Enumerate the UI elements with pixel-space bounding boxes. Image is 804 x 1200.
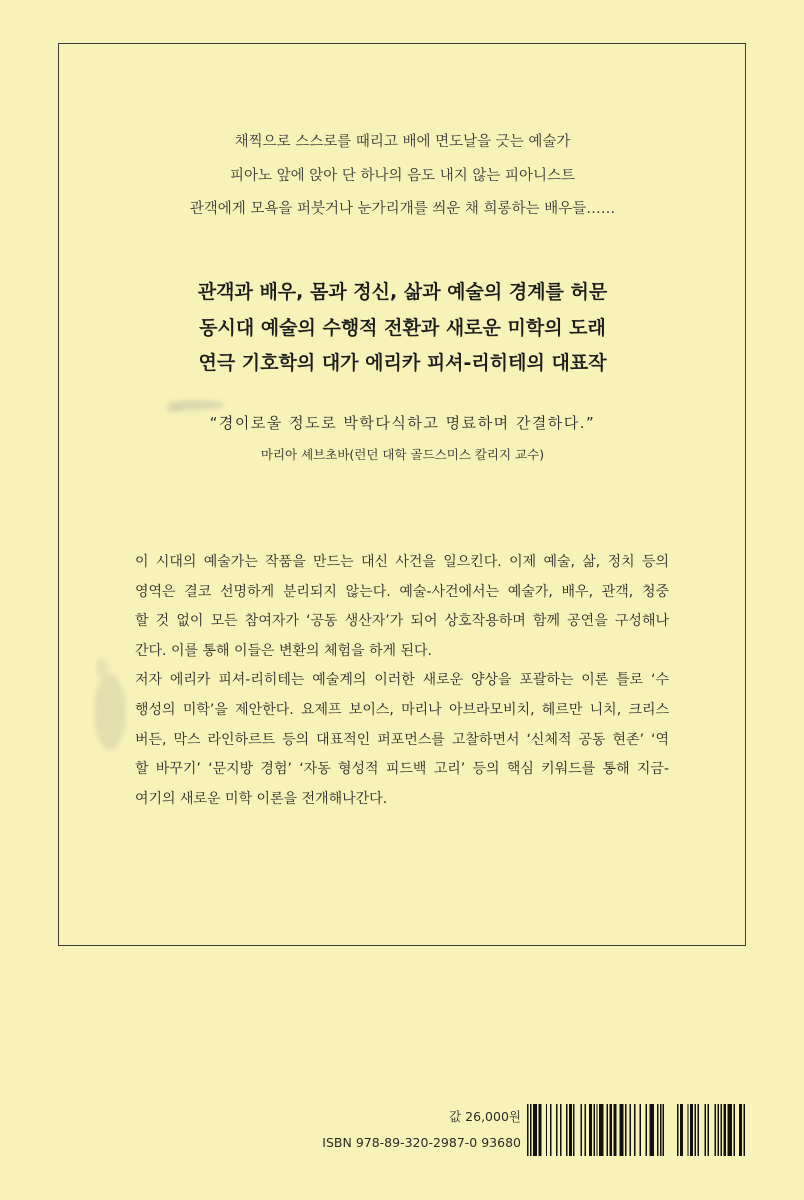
- barcode-bar: [705, 1104, 706, 1156]
- isbn-barcode: [527, 1104, 745, 1156]
- description-line: 이 시대의 예술가는 작품을 만드는 대신 사건을 일으킨다. 이제 예술, 삶, 정치 등의: [135, 554, 669, 570]
- barcode-bar: [697, 1104, 698, 1156]
- barcode-bar: [566, 1104, 567, 1156]
- barcode-bar: [645, 1104, 646, 1156]
- intro-line: 채찍으로 스스로를 때리고 배에 면도날을 긋는 예술가: [234, 134, 571, 150]
- headline-line: 연극 기호학의 대가 에리카 피셔-리히테의 대표작: [198, 352, 607, 374]
- barcode-bar: [728, 1104, 732, 1156]
- barcode-bar: [715, 1104, 716, 1156]
- barcode-bar: [634, 1104, 635, 1156]
- barcode-bar: [619, 1104, 623, 1156]
- barcode-bar: [527, 1104, 528, 1156]
- barcode-bar: [596, 1104, 597, 1156]
- barcode-bar: [556, 1104, 557, 1156]
- barcode-bar: [625, 1104, 626, 1156]
- price-label: 값 26,000원: [449, 1109, 521, 1124]
- barcode-bar: [663, 1104, 664, 1156]
- barcode-bar: [606, 1104, 607, 1156]
- barcode-bar: [677, 1104, 678, 1156]
- barcode-bar: [707, 1104, 708, 1156]
- barcode-bar: [660, 1104, 661, 1156]
- barcode-bar: [733, 1104, 734, 1156]
- barcode-bar: [609, 1104, 612, 1156]
- headline-line: 동시대 예술의 수행적 전환과 새로운 미학의 도래: [199, 316, 606, 339]
- intro-lines: [58, 126, 747, 227]
- description-line: 여기의 새로운 미학 이론을 전개해나간다.: [135, 790, 388, 807]
- quote-text: “경이로울 정도로 박학다식하고 명료하며 간결하다.”: [209, 414, 596, 432]
- barcode-bar: [630, 1104, 631, 1156]
- barcode-bar: [599, 1104, 603, 1156]
- barcode-bar: [585, 1104, 586, 1156]
- barcode-bar: [690, 1104, 693, 1156]
- barcode-bar: [614, 1104, 617, 1156]
- barcode-bar: [723, 1104, 726, 1156]
- quote-attribution: [58, 446, 747, 464]
- barcode-bar: [530, 1104, 531, 1156]
- barcode-bar: [720, 1104, 721, 1156]
- barcode-bar: [657, 1104, 658, 1156]
- barcode-bar: [580, 1104, 581, 1156]
- barcode-bar: [640, 1104, 641, 1156]
- book-description: [135, 548, 669, 814]
- barcode-bar: [546, 1104, 547, 1156]
- barcode-bar: [560, 1104, 561, 1156]
- barcode-bar: [739, 1104, 742, 1156]
- description-line: 영역은 결코 선명하게 분리되지 않는다. 예술-사건에서는 예술가, 배우, 관객, 청중: [135, 583, 669, 600]
- description-line: 행성의 미학’을 제안한다. 요제프 보이스, 마리나 아브라모비치, 헤르만 니치, 크리스: [135, 701, 669, 718]
- barcode-bar: [539, 1104, 542, 1156]
- barcode-bar: [533, 1104, 537, 1156]
- barcode-bar: [694, 1104, 695, 1156]
- description-line: 할 바꾸기’ ‘문지방 경험’ ‘자동 형성적 피드백 고리’ 등의 핵심 키워드를 통해 지금-: [135, 761, 669, 778]
- isbn-label: ISBN 978-89-320-2987-0 93680: [322, 1135, 521, 1150]
- barcode-bar: [680, 1104, 683, 1156]
- barcode-bar: [744, 1104, 745, 1156]
- attribution-text: 마리아 셰브초바(런던 대학 골드스미스 칼리지 교수): [260, 447, 545, 462]
- barcode-bar: [569, 1104, 572, 1156]
- intro-line: 피아노 앞에 앉아 단 하나의 음도 내지 않는 피아니스트: [229, 167, 576, 184]
- barcode-bar: [589, 1104, 592, 1156]
- description-line: 할 것 없이 모든 참여자가 ‘공동 생산자’가 되어 상호작용하며 함께 공연을 구성해나: [135, 613, 669, 630]
- barcode-bar: [650, 1104, 654, 1156]
- description-line: 저자 에리카 피셔-리히테는 예술계의 이러한 새로운 양상을 포괄하는 이론 틀로 ‘수: [135, 672, 669, 689]
- description-line: 버든, 막스 라인하르트 등의 대표적인 퍼포먼스를 고찰하면서 ‘신체적 공동 현존’ ‘역: [135, 731, 669, 748]
- price-isbn-block: [322, 1104, 521, 1156]
- review-quote: [58, 411, 747, 435]
- headline: [58, 275, 747, 382]
- barcode-bar: [573, 1104, 574, 1156]
- barcode-bar: [550, 1104, 551, 1156]
- barcode-bar: [593, 1104, 594, 1156]
- barcode-bar: [718, 1104, 719, 1156]
- headline-line: 관객과 배우, 몸과 정신, 삶과 예술의 경계를 허문: [197, 281, 608, 303]
- description-line: 간다. 이를 통해 이들은 변환의 체험을 하게 된다.: [135, 642, 433, 659]
- barcode-bar: [687, 1104, 688, 1156]
- intro-line: 관객에게 모욕을 퍼붓거나 눈가리개를 씌운 채 희롱하는 배우들……: [189, 201, 616, 217]
